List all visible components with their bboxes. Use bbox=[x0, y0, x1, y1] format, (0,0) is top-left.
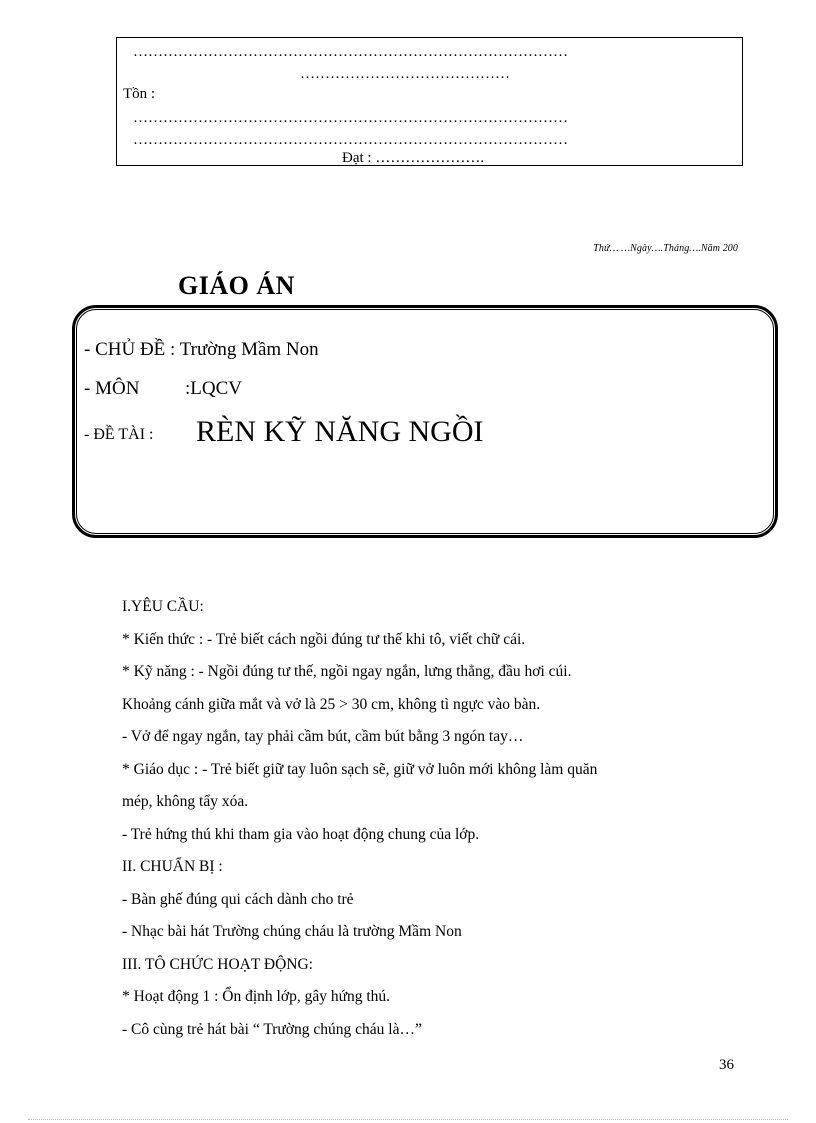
dotted-line-2: …………………………………… bbox=[300, 66, 510, 82]
paragraph: II. CHUẨN BỊ : bbox=[122, 858, 223, 875]
dotted-line-3: …………………………………………………………………………… bbox=[133, 110, 568, 126]
paragraph: - Bàn ghế đúng qui cách dành cho trẻ bbox=[122, 890, 354, 908]
evaluation-box bbox=[116, 37, 743, 166]
lesson-topic-value: RÈN KỸ NĂNG NGỒI bbox=[196, 415, 484, 448]
page-number: 36 bbox=[719, 1057, 734, 1073]
paragraph: - Trẻ hứng thú khi tham gia vào hoạt động chung của lớp. bbox=[122, 825, 480, 843]
dat-label: Đạt : …………………. bbox=[342, 150, 485, 166]
paragraph: III. TÔ CHỨC HOẠT ĐỘNG: bbox=[122, 955, 313, 973]
lesson-body bbox=[122, 591, 722, 1046]
paragraph: * Kiến thức : - Trẻ biết cách ngồi đúng tư thế khi tô, viết chữ cái. bbox=[122, 630, 526, 648]
date-line: Thứ… …Ngày….Tháng….Năm 200 bbox=[593, 243, 738, 254]
paragraph: * Kỹ năng : - Ngồi đúng tư thế, ngồi ngay ngắn, lưng thẳng, đầu hơi cúi. bbox=[122, 663, 572, 680]
page-title: GIÁO ÁN bbox=[178, 271, 295, 300]
lesson-topic-label: - ĐỀ TÀI : bbox=[84, 426, 154, 443]
paragraph: - Cô cùng trẻ hát bài “ Trường chúng cháu là…” bbox=[122, 1020, 422, 1038]
subject-label: - MÔN bbox=[84, 378, 140, 399]
dotted-line-4: …………………………………………………………………………… bbox=[133, 132, 568, 148]
paragraph: - Vở để ngay ngắn, tay phải cầm bút, cầm bút bằng 3 ngón tay… bbox=[122, 728, 524, 745]
dotted-line-1: …………………………………………………………………………… bbox=[133, 44, 568, 60]
paragraph: * Hoạt động 1 : Ổn định lớp, gây hứng thú. bbox=[122, 988, 391, 1005]
page-bottom-divider bbox=[28, 1119, 788, 1120]
paragraph: Khoảng cánh giữa mắt và vở là 25 > 30 cm, không tì ngực vào bàn. bbox=[122, 695, 541, 713]
subject-value: :LQCV bbox=[185, 378, 242, 399]
paragraph: I.YÊU CẦU: bbox=[122, 598, 204, 615]
topic-line: - CHỦ ĐỀ : Trường Mầm Non bbox=[84, 339, 319, 360]
ton-label: Tồn : bbox=[123, 86, 156, 102]
paragraph: - Nhạc bài hát Trường chúng cháu là trường Mầm Non bbox=[122, 923, 462, 940]
paragraph: mép, không tẩy xóa. bbox=[122, 793, 249, 810]
paragraph: * Giáo dục : - Trẻ biết giữ tay luôn sạch sẽ, giữ vở luôn mới không làm quăn bbox=[122, 760, 598, 778]
